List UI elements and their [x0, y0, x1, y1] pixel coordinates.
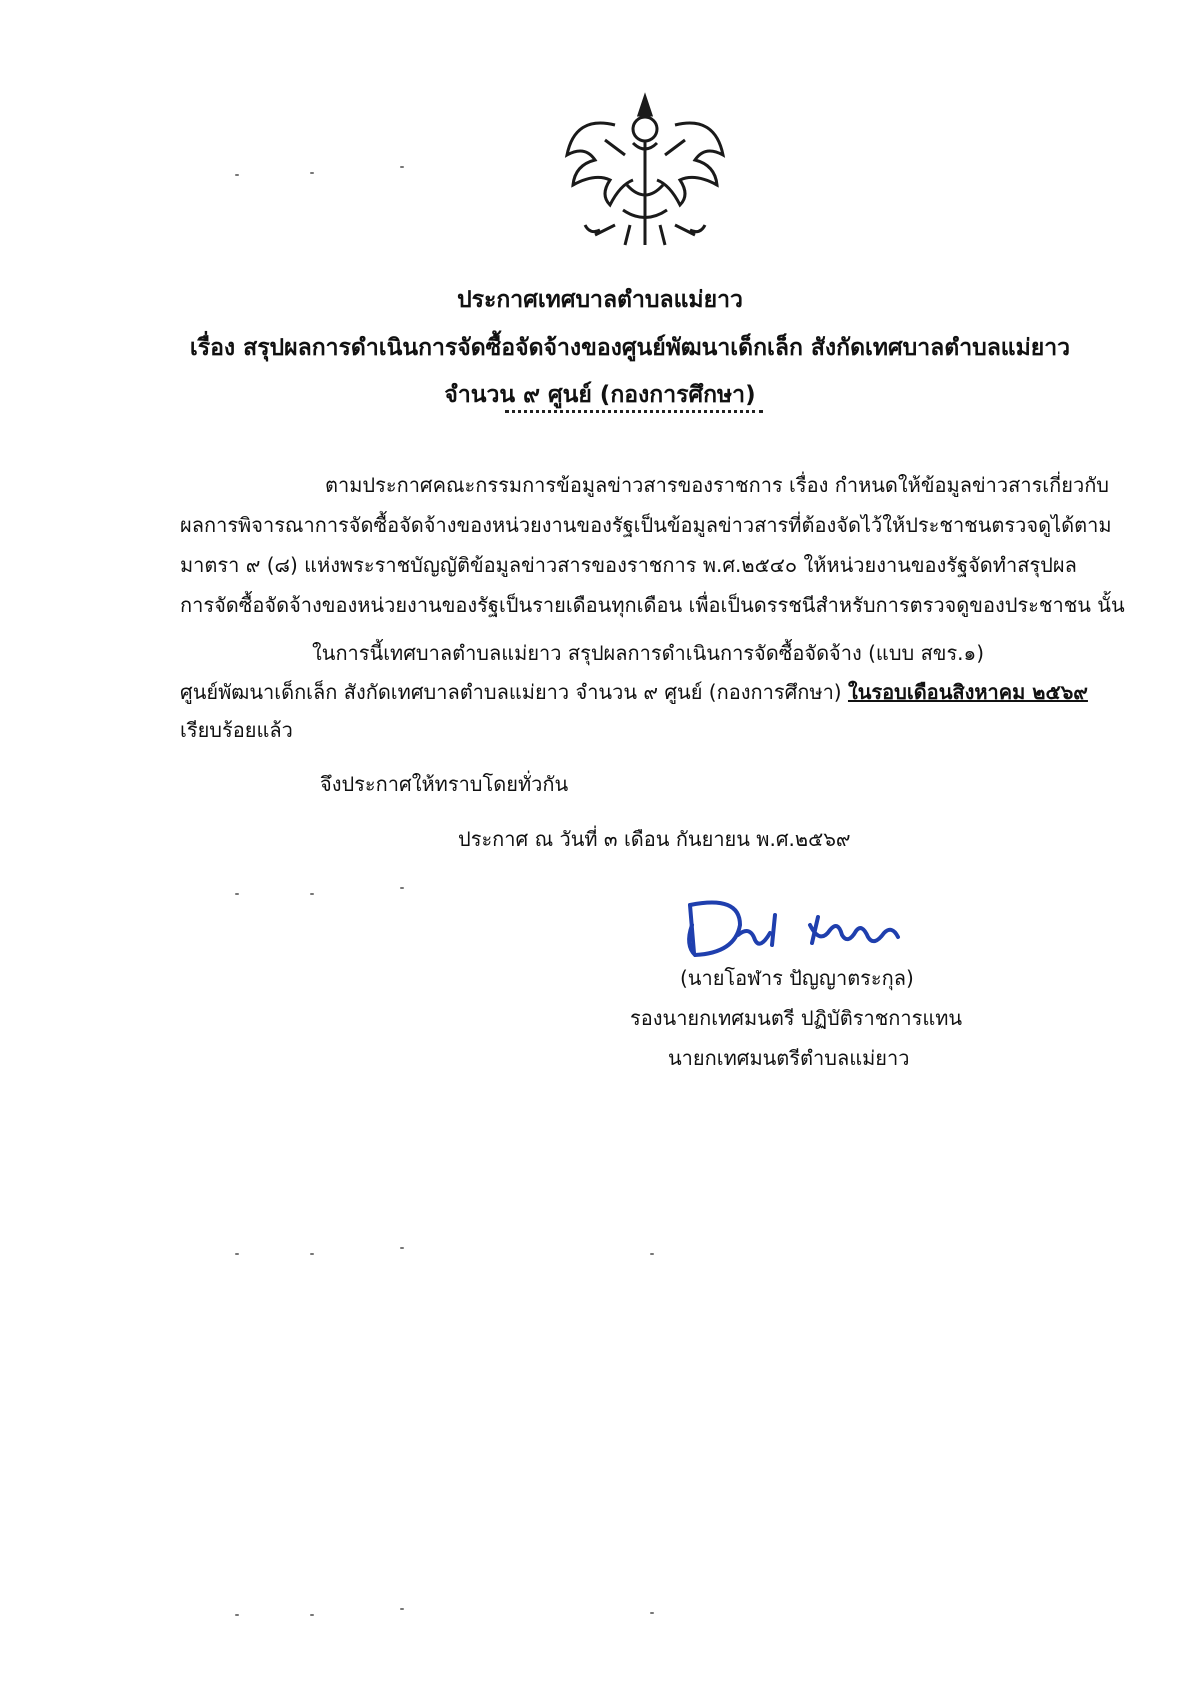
reporting-month: ในรอบเดือนสิงหาคม ๒๕๖๙: [847, 680, 1088, 704]
signatory-position-2: นายกเทศมนตรีตำบลแม่ยาว: [668, 1046, 910, 1070]
announcement-date: ประกาศ ณ วันที่ ๓ เดือน กันยายน พ.ศ.๒๕๖๙: [458, 827, 851, 851]
paragraph-2-line-1: ในการนี้เทศบาลตำบลแม่ยาว สรุปผลการดำเนินการจัดซื้อจัดจ้าง (แบบ สขร.๑): [312, 641, 985, 665]
scan-speck: [235, 1614, 239, 1616]
closing-statement: จึงประกาศให้ทราบโดยทั่วกัน: [320, 772, 569, 796]
scan-speck: [650, 1253, 654, 1255]
signatory-position: รองนายกเทศมนตรี ปฏิบัติราชการแทน: [630, 1006, 963, 1030]
scan-speck: [310, 172, 314, 174]
paragraph-1-line-4: การจัดซื้อจัดจ้างของหน่วยงานของรัฐเป็นรายเดือนทุกเดือน เพื่อเป็นดรรชนีสำหรับการตรวจดูของประชาชน นั้น: [180, 593, 1125, 617]
announcement-subject: เรื่อง สรุปผลการดำเนินการจัดซื้อจัดจ้างของศูนย์พัฒนาเด็กเล็ก สังกัดเทศบาลตำบลแม่ยาว: [189, 335, 1071, 361]
paragraph-2-line-2: [180, 676, 1088, 708]
scan-speck: [310, 1614, 314, 1616]
dotted-divider: [505, 410, 763, 413]
scan-speck: [235, 893, 239, 895]
announcement-subject-cont: จำนวน ๙ ศูนย์ (กองการศึกษา): [444, 382, 756, 408]
signatory-name: (นายโอฬาร ปัญญาตระกุล): [680, 966, 914, 990]
announcement-title: ประกาศเทศบาลตำบลแม่ยาว: [457, 287, 743, 313]
scan-speck: [235, 1253, 239, 1255]
scan-speck: [310, 893, 314, 895]
scan-speck: [650, 1612, 654, 1614]
scan-speck: [400, 166, 404, 168]
scan-speck: [400, 1247, 404, 1249]
scan-speck: [235, 174, 239, 176]
paragraph-1-line-3: มาตรา ๙ (๘) แห่งพระราชบัญญัติข้อมูลข่าวสารของราชการ พ.ศ.๒๕๔๐ ให้หน่วยงานของรัฐจัดทำสรุปผล: [180, 553, 1077, 577]
garuda-emblem-icon: [555, 85, 735, 253]
scan-speck: [400, 1608, 404, 1610]
handwritten-signature: [680, 895, 915, 965]
paragraph-1-line-1: ตามประกาศคณะกรรมการข้อมูลข่าวสารของราชการ เรื่อง กำหนดให้ข้อมูลข่าวสารเกี่ยวกับ: [325, 473, 1110, 497]
paragraph-2-line-3: เรียบร้อยแล้ว: [180, 718, 293, 742]
paragraph-1-line-2: ผลการพิจารณาการจัดซื้อจัดจ้างของหน่วยงานของรัฐเป็นข้อมูลข่าวสารที่ต้องจัดไว้ให้ประชาชนตรวจดูได้ตาม: [180, 513, 1112, 537]
paragraph-2-text: ศูนย์พัฒนาเด็กเล็ก สังกัดเทศบาลตำบลแม่ยาว จำนวน ๙ ศูนย์ (กองการศึกษา): [180, 680, 848, 704]
scan-speck: [400, 887, 404, 889]
scan-speck: [310, 1253, 314, 1255]
